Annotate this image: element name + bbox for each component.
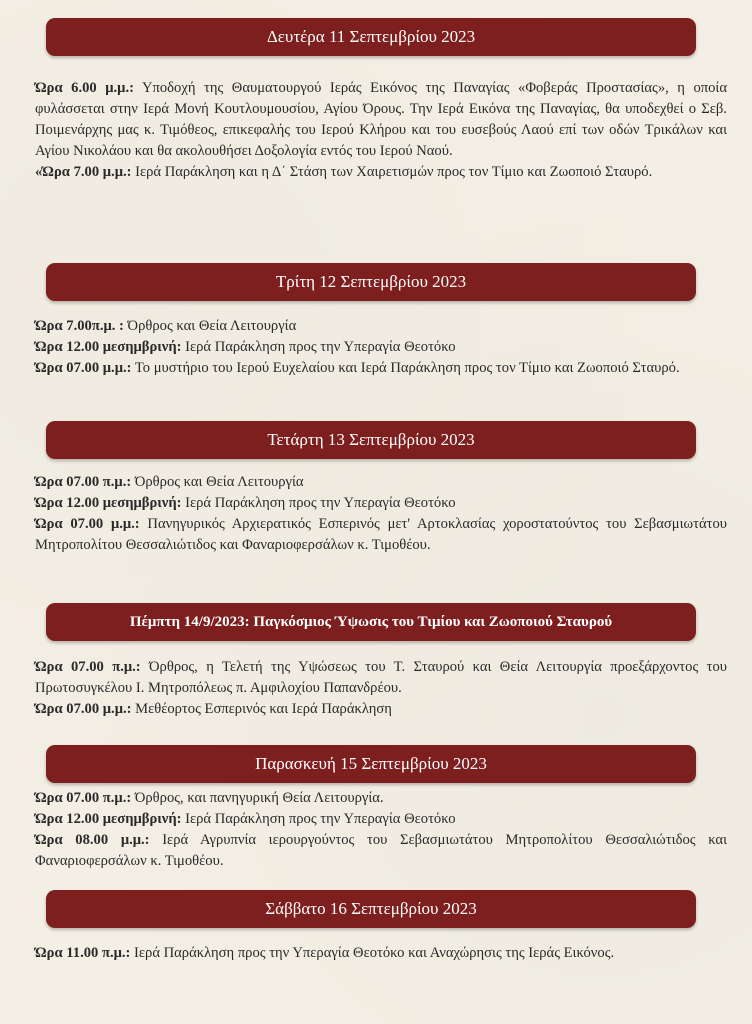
entry-text: Υποδοχή της Θαυματουργού Ιεράς Εικόνος της Παναγίας «Φοβεράς Προστασίας», η οποία φυλάσσεται στην Ιερά Μονή Κουτλουμουσίου, Αγίου Όρους. Την Ιερά Εικόνα της Παναγίας, θα υποδεχθεί ο Σεβ. Ποιμενάρχης μας κ. Τιμόθεος, επικεφαλής του Ιερού Κλήρου και του ευσεβούς Λαού επί των οδών Τρικάλων και Αγίου Νικολάου και θα ακολουθήσει Δοξολογία εντός του Ιερού Ναού. xyxy=(35,80,727,159)
schedule-entry xyxy=(35,809,727,830)
entry-time: Ώρα 12.00 μεσημβρινή: xyxy=(35,811,182,827)
schedule-entry xyxy=(35,78,727,162)
entry-text: Όρθρος και Θεία Λειτουργία xyxy=(123,318,297,334)
entry-text: Ιερά Παράκληση προς την Υπεραγία Θεοτόκο xyxy=(181,495,456,511)
day-section-friday xyxy=(35,788,727,872)
entry-time: Ώρα 07.00 π.μ.: xyxy=(35,474,132,490)
entry-time: Ώρα 6.00 μ.μ.: xyxy=(35,80,134,96)
day-banner-saturday: Σάββατο 16 Σεπτεμβρίου 2023 xyxy=(46,890,696,928)
entry-text: Ιερά Παράκληση και η Δ΄ Στάση των Χαιρετισμών προς τον Τίμιο και Ζωοποιό Σταυρό. xyxy=(131,164,653,180)
day-banner-thursday: Πέμπτη 14/9/2023: Παγκόσμιος Ύψωσις του Τιμίου και Ζωοποιού Σταυρού xyxy=(46,603,696,641)
entry-text: Όρθρος και Θεία Λειτουργία xyxy=(131,474,304,490)
entry-text: Όρθρος, η Τελετή της Υψώσεως του Τ. Σταυρού και Θεία Λειτουργία προεξάρχοντος του Πρωτοσυγκέλου Ι. Μητροπόλεως π. Αμφιλοχίου Παπανδρέου. xyxy=(35,659,728,696)
entry-time: Ώρα 07.00 μ.μ.: xyxy=(35,360,132,376)
schedule-entry xyxy=(35,788,727,809)
entry-time: «Ώρα 7.00 μ.μ.: xyxy=(35,164,132,180)
entry-time: Ώρα 11.00 π.μ.: xyxy=(35,945,131,961)
entry-time: Ώρα 07.00 μ.μ.: xyxy=(35,701,132,717)
entry-time: Ώρα 07.00 μ.μ.: xyxy=(35,516,140,532)
day-banner-friday: Παρασκευή 15 Σεπτεμβρίου 2023 xyxy=(46,745,696,783)
schedule-entry xyxy=(35,514,727,556)
day-section-monday xyxy=(35,78,727,183)
schedule-entry xyxy=(35,657,727,699)
entry-time: Ώρα 08.00 μ.μ.: xyxy=(35,832,150,848)
entry-text: Πανηγυρικός Αρχιερατικός Εσπερινός μετ' Αρτοκλασίας χοροστατούντος του Σεβασμιωτάτου Μητροπολίτου Θεσσαλιώτιδος και Φαναριοφερσάλων κ. Τιμοθέου. xyxy=(35,516,727,553)
schedule-entry xyxy=(35,493,727,514)
schedule-entry xyxy=(35,337,727,358)
schedule-entry xyxy=(35,943,727,964)
schedule-entry xyxy=(35,316,727,337)
entry-time: Ώρα 7.00π.μ. : xyxy=(35,318,124,334)
entry-time: Ώρα 07.00 π.μ.: xyxy=(35,659,141,675)
entry-text: Μεθέορτος Εσπερινός και Ιερά Παράκληση xyxy=(131,701,392,717)
day-banner-wednesday: Τετάρτη 13 Σεπτεμβρίου 2023 xyxy=(46,421,696,459)
entry-time: Ώρα 12.00 μεσημβρινή: xyxy=(35,339,182,355)
entry-text: Ιερά Παράκληση προς την Υπεραγία Θεοτόκο xyxy=(181,339,456,355)
schedule-entry xyxy=(35,472,727,493)
entry-text: Ιερά Αγρυπνία ιερουργούντος του Σεβασμιωτάτου Μητροπολίτου Θεσσαλιώτιδος και Φαναριοφερσάλων κ. Τιμοθέου. xyxy=(35,832,728,869)
entry-text: Όρθρος, και πανηγυρική Θεία Λειτουργία. xyxy=(131,790,384,806)
entry-time: Ώρα 07.00 π.μ.: xyxy=(35,790,132,806)
day-section-wednesday xyxy=(35,472,727,556)
day-section-tuesday xyxy=(35,316,727,379)
entry-time: Ώρα 12.00 μεσημβρινή: xyxy=(35,495,182,511)
day-section-thursday xyxy=(35,657,727,720)
entry-text: Ιερά Παράκληση προς την Υπεραγία Θεοτόκο και Αναχώρησις της Ιεράς Εικόνος. xyxy=(130,945,615,961)
schedule-entry xyxy=(35,358,727,379)
entry-text: Ιερά Παράκληση προς την Υπεραγία Θεοτόκο xyxy=(181,811,456,827)
day-banner-tuesday: Τρίτη 12 Σεπτεμβρίου 2023 xyxy=(46,263,696,301)
day-section-saturday xyxy=(35,943,727,964)
schedule-entry xyxy=(35,830,727,872)
entry-text: Το μυστήριο του Ιερού Ευχελαίου και Ιερά Παράκληση προς τον Τίμιο και Ζωοποιό Σταυρό. xyxy=(131,360,680,376)
schedule-entry xyxy=(35,699,727,720)
schedule-entry xyxy=(35,162,727,183)
day-banner-monday: Δευτέρα 11 Σεπτεμβρίου 2023 xyxy=(46,18,696,56)
